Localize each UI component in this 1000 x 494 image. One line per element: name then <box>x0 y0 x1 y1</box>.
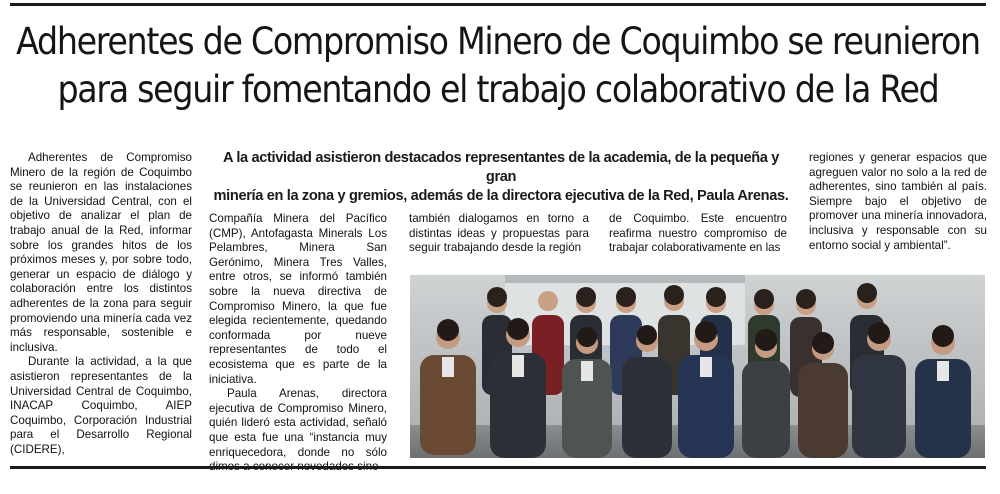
col2-paragraph-1: Compañía Minera del Pacífico (CMP), Antofagasta Minerals Los Pelambres, Minera San Gerónimo, Minera Tres Valles, entre otros, se informó también sobre la nueva directiva de Compromiso Minero, la que fue elegida recientemente, quedando conformada por nueve representantes de todo el ecosistema que es parte de la iniciativa. <box>209 212 387 386</box>
headline-line-1: Adherentes de Compromiso Minero de Coquimbo se reunieron <box>16 20 980 63</box>
column-5 <box>809 151 987 253</box>
lead-line-1: A la actividad asistieron destacados representantes de la academia, de la pequeña y gran <box>222 150 780 185</box>
column-4 <box>609 212 787 256</box>
col5-paragraph-1: regiones y generar espacios que agreguen valor no solo a la red de adherentes, sino también al país. Siempre bajo el objetivo de promover una minería innovadora, inclusiva y responsable con su entorno social y ambiental”. <box>809 151 987 252</box>
headline <box>10 18 986 114</box>
top-rule <box>10 3 986 6</box>
col2-paragraph-2: Paula Arenas, directora ejecutiva de Compromiso Minero, quién lideró esta actividad, señaló que esta fue una “instancia muy enriquecedora, donde no sólo <box>209 387 387 459</box>
group-photo <box>410 275 985 458</box>
lead-line-2: minería en la zona y gremios, además de la directora ejecutiva de la Red, Paula Arenas. <box>213 188 789 204</box>
column-1 <box>10 151 192 457</box>
group-photo-icon <box>410 275 985 458</box>
column-3 <box>409 212 589 256</box>
col1-paragraph-1: Adherentes de Compromiso Minero de la región de Coquimbo se reunieron en las instalaciones de la Universidad Central, con el objetivo de analizar el plan de trabajo anual de la Red, informar sobre los grandes hitos de los próximos meses y, por sobre todo, generar un espacio de diálogo y colaboración entre los distintos adherentes de la zona para seguir promoviendo una minería cada vez más responsable, sostenible e inclusiva. <box>10 151 192 354</box>
col3-paragraph-1: también dialogamos en torno a distintas ideas y propuestas para seguir trabajando desde la región <box>409 212 589 255</box>
headline-line-2: para seguir fomentando el trabajo colaborativo de la Red <box>57 68 939 111</box>
lead-paragraph <box>212 149 790 206</box>
col1-paragraph-2: Durante la actividad, a la que asistieron representantes de la Universidad Central de Coquimbo, INACAP Coquimbo, AIEP Coquimbo, Corporación Industrial para el Desarrollo Regional (CIDERE), <box>10 355 192 456</box>
col4-paragraph-1: de Coquimbo. Este encuentro reafirma nuestro compromiso de trabajar colaborativamente en las <box>609 212 787 255</box>
column-2 <box>209 212 387 475</box>
bottom-rule <box>10 466 986 469</box>
